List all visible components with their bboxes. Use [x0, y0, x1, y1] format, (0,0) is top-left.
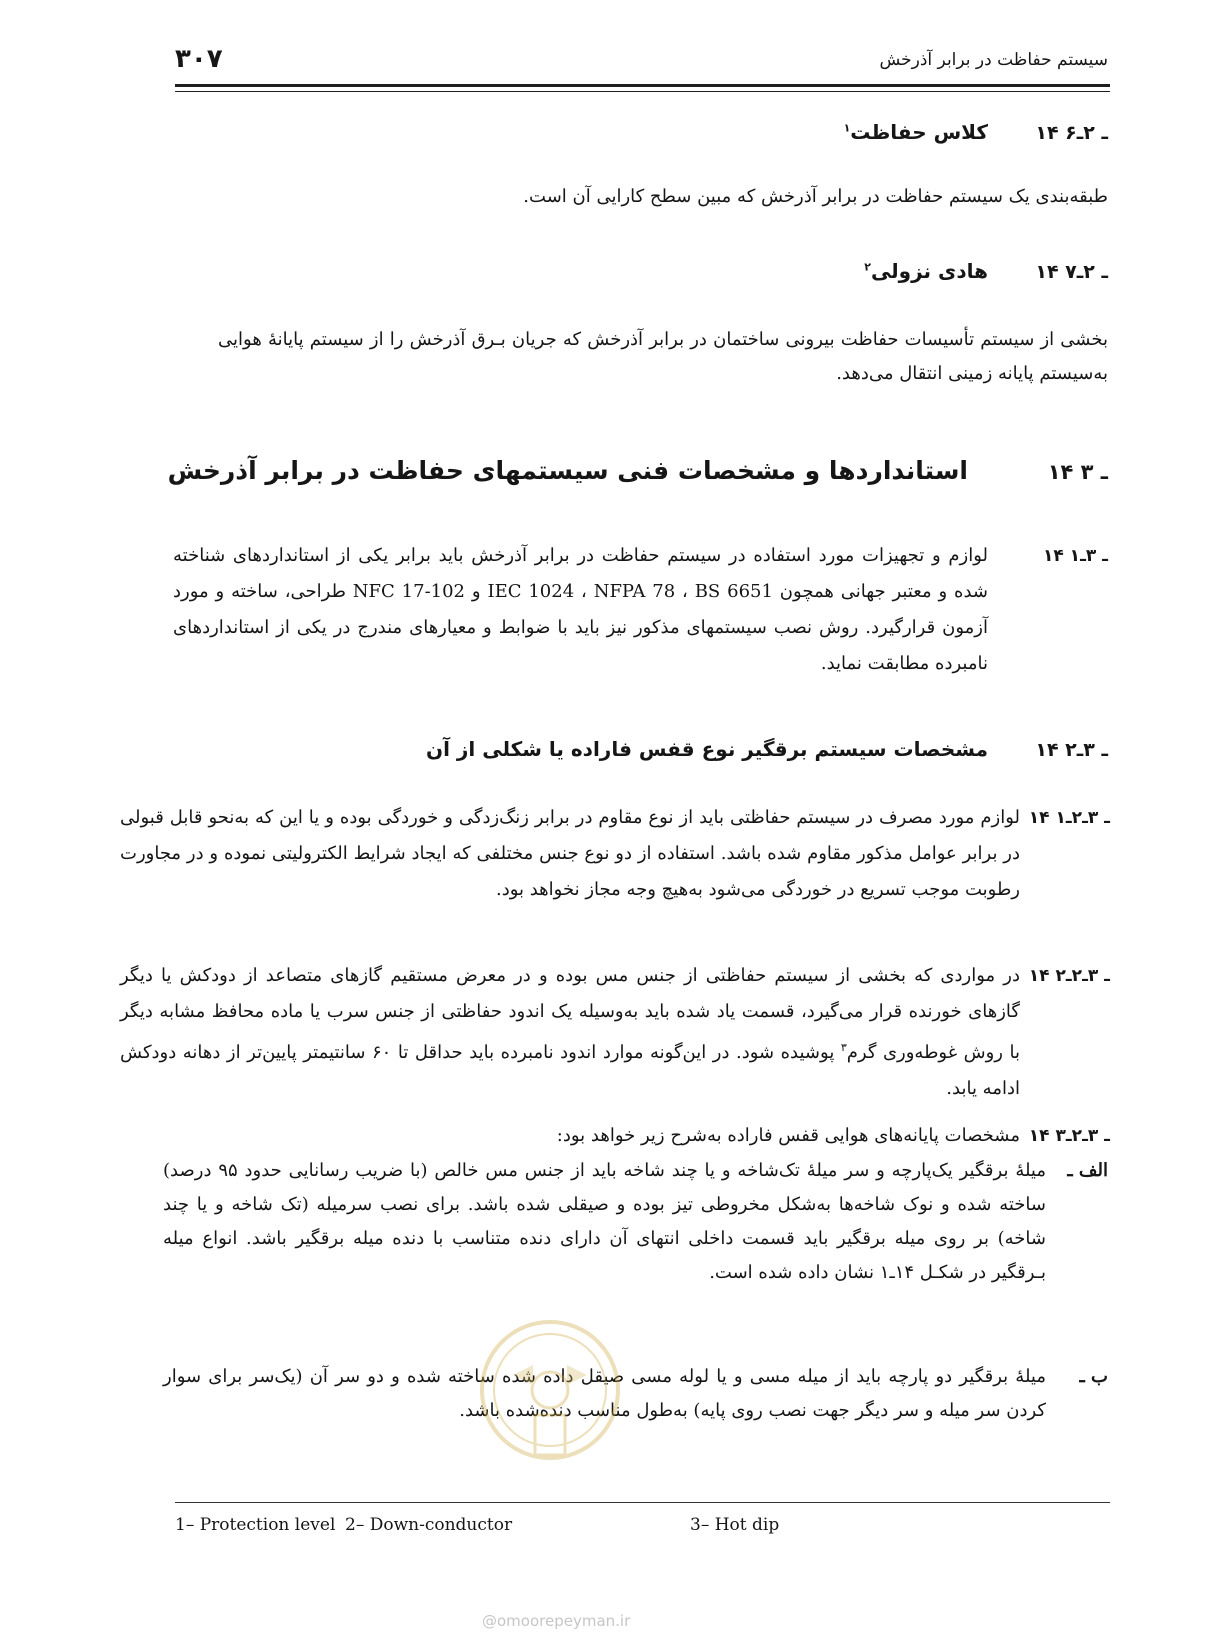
- clause-number: ۱۴ ـ ۳ـ۱: [1043, 546, 1108, 566]
- clause-14-3-2-2: [120, 958, 1110, 1107]
- section-heading-14-3: [167, 456, 1108, 496]
- clause-text: لوازم مورد مصرف در سیستم حفاظتی باید از نوع مقاوم در برابر زنگ‌زدگی و خوردگی بوده و یا این که به‌نحو قابل قبولی در برابر عوامل مذکور مقاوم شده باشد. استفاده از دو نوع جنس مختلفی که ایجاد شرایط الکترولیتی نموده و در مجاورت رطوبت موجب تسریع در خوردگی می‌شود به‌هیچ وجه مجاز نخواهد بود.: [120, 807, 1020, 900]
- clause-number: ۱۴ ـ ۳ـ۲ـ۲: [1028, 966, 1110, 986]
- section-title: مشخصات سیستم برقگیر نوع قفس فاراده یا شکلی از آن: [426, 737, 988, 761]
- clause-14-3-1: [173, 538, 1108, 682]
- watermark-seal-icon: [475, 1305, 625, 1475]
- section-title: استانداردها و مشخصات فنی سیستمهای حفاظت در برابر آذرخش: [167, 456, 968, 485]
- section-title: [864, 259, 988, 283]
- footnote-mark: ۳: [840, 1041, 847, 1054]
- section-text-14-2-6: طبقه‌بندی یک سیستم حفاظت در برابر آذرخش که مبین سطح کارایی آن است.: [523, 186, 1108, 207]
- header-rule-thin: [175, 91, 1110, 92]
- page-number: ۳۰۷: [175, 44, 223, 74]
- section-title-text: کلاس حفاظت: [850, 120, 988, 144]
- footnote-mark: ۲: [864, 260, 871, 274]
- clause-14-3-2-1: [120, 800, 1110, 908]
- footnote-rule: [175, 1502, 1110, 1503]
- section-number: ۱۴ ـ ۳: [1047, 460, 1108, 484]
- section-heading-14-2-6: [173, 122, 1108, 152]
- section-number: ۱۴ ـ ۳ـ۲: [1035, 739, 1108, 761]
- section-text-14-2-7: بخشی از سیستم تأسیسات حفاظت بیرونی ساختمان در برابر آذرخش که جریان بـرق آذرخش را از سیستم پایانهٔ هوایی به‌سیستم پایانه زمینی انتقال می‌دهد.: [218, 329, 1108, 384]
- footnote-1: 1– Protection level: [175, 1515, 336, 1535]
- list-item-marker: الف ـ: [1067, 1160, 1108, 1181]
- watermark-text: @omoorepeyman.ir: [482, 1612, 631, 1630]
- clause-text: [120, 958, 1020, 1107]
- section-title: [844, 120, 988, 144]
- clause-text: مشخصات پایانه‌های هوایی قفس فاراده به‌شرح زیر خواهد بود:: [556, 1125, 1020, 1146]
- header-rule-thick: [175, 84, 1110, 87]
- section-number: ۱۴ ـ ۲ـ۶: [1035, 122, 1108, 144]
- list-item: [163, 1360, 1108, 1428]
- clause-14-3-2-3: [120, 1118, 1110, 1154]
- section-heading-14-2-7: [173, 261, 1108, 291]
- clause-text-part-2: پوشیده شود. در این‌گونه موارد اندود نامبرده باید حداقل تا ۶۰ سانتیمتر پایین‌تر از دهانه دودکش ادامه یابد.: [120, 1042, 1020, 1099]
- clause-number: ۱۴ ـ ۳ـ۲ـ۱: [1028, 808, 1110, 828]
- list-item-marker: ب ـ: [1079, 1366, 1108, 1387]
- clause-number: ۱۴ ـ ۳ـ۲ـ۳: [1028, 1126, 1110, 1146]
- list-item-text: میلهٔ برقگیر دو پارچه باید از میله مسی و یا لوله مسی صیقل داده شده ساخته شده و دو سر آن (یک‌سر برای سوار کردن سر میله و سر دیگر جهت نصب روی پایه) به‌طول مناسب دنده‌شده باشد.: [163, 1366, 1046, 1421]
- clause-text-part-1: در مواردی که بخشی از سیستم حفاظتی از جنس مس بوده و در معرض مستقیم گازهای متصاعد از دودکش یا دیگر گازهای خورنده قرار می‌گیرد، قسمت یاد شده باید به‌وسیله یک اندود حفاظتی از جنس سرب یا ماده محافظ مشابه دیگر با روش غوطه‌وری گرم: [120, 965, 1021, 1063]
- footnote-3: 3– Hot dip: [690, 1515, 780, 1535]
- section-title-text: هادی نزولی: [870, 259, 988, 283]
- section-heading-14-3-2: [173, 739, 1108, 769]
- section-number: ۱۴ ـ ۲ـ۷: [1035, 261, 1108, 283]
- footnote-2: 2– Down-conductor: [345, 1515, 513, 1535]
- running-title: سیستم حفاظت در برابر آذرخش: [879, 50, 1108, 70]
- clause-text: لوازم و تجهیزات مورد استفاده در سیستم حفاظت در برابر آذرخش باید برابر یکی از استانداردهای شناخته شده و معتبر جهانی همچون IEC 1024 ، NFPA 78 ، BS 6651 و NFC 17-102 طراحی، ساخته و مورد آزمون قرارگیرد. روش نصب سیستمهای مذکور نیز باید با ضوابط و معیارهای مندرج در یکی از استانداردهای نامبرده مطابقت نماید.: [173, 545, 988, 674]
- list-item-text: میلهٔ برقگیر یک‌پارچه و سر میلهٔ تک‌شاخه و یا چند شاخه باید از جنس مس خالص (با ضریب رسانایی حدود ۹۵ درصد) ساخته شده و نوک شاخه‌ها به‌شکل مخروطی تیز بوده و صیقلی شده باشد. برای نصب سرمیله (تک شاخه و یا چند شاخه) بر روی میله برقگیر باید قسمت داخلی انتهای آن دارای دنده متناسب با دنده میله برقگیر باشد. انواع میله بـرقگیر در شکـل ۱۴ـ۱ نشان داده شده است.: [163, 1160, 1046, 1283]
- list-item: [163, 1154, 1108, 1290]
- footnote-mark: ۱: [843, 121, 851, 135]
